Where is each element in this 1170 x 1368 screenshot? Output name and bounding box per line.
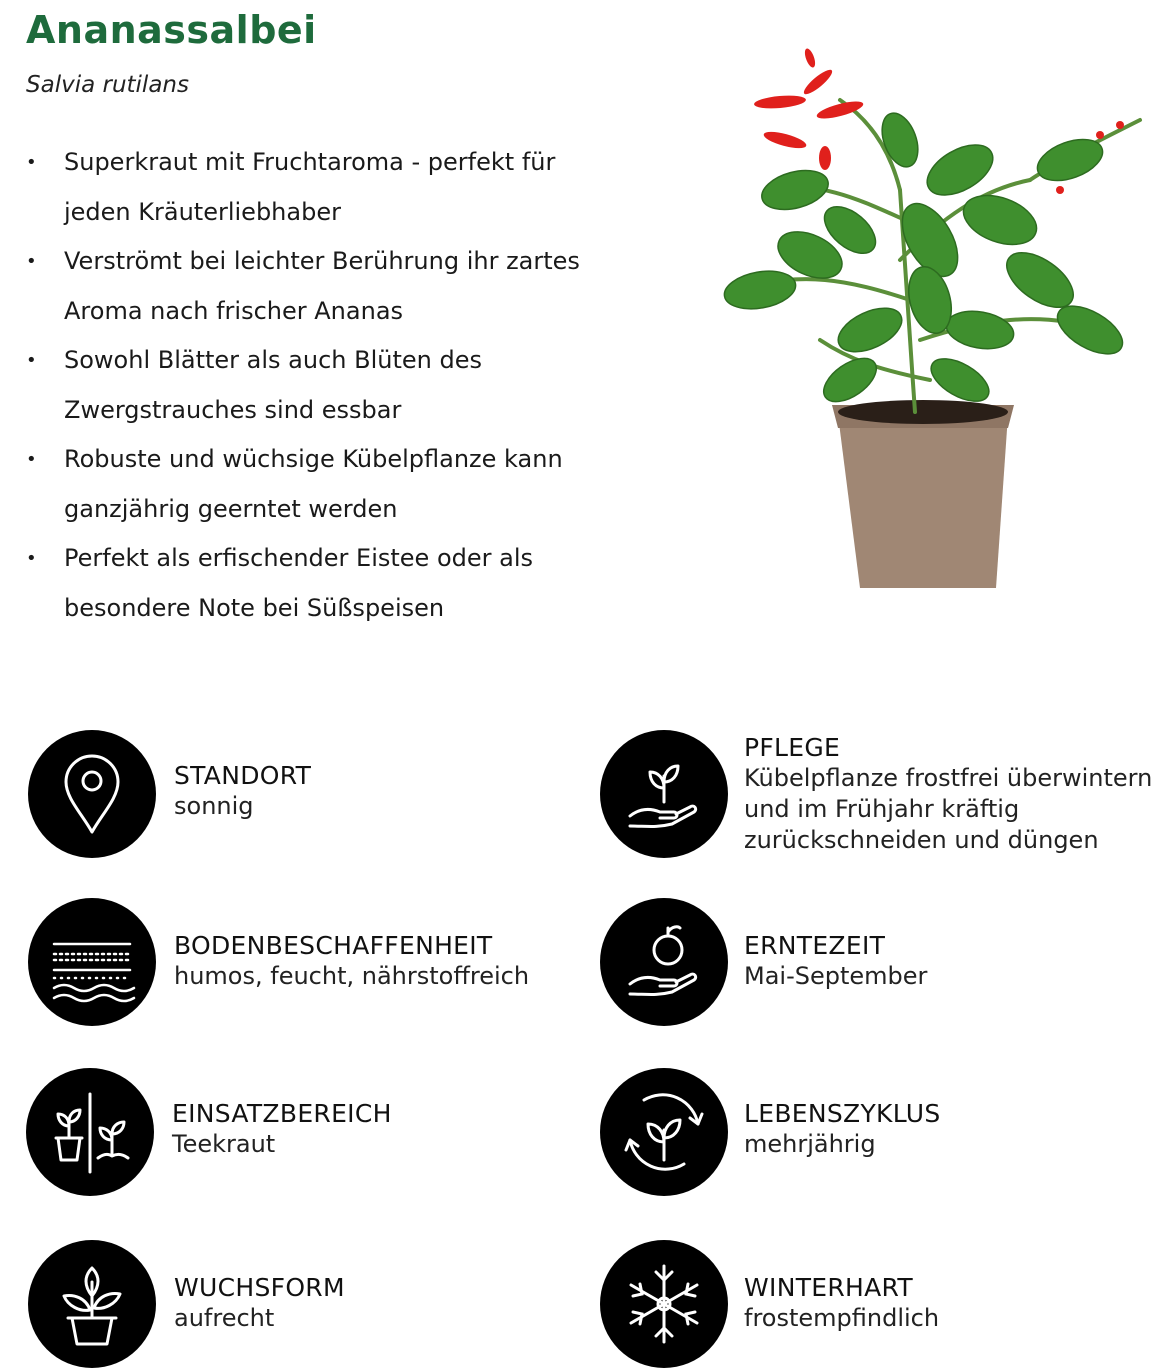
feature-winterhart bbox=[600, 1240, 939, 1368]
bullet-text: Aroma nach frischer Ananas bbox=[64, 296, 404, 325]
pot-and-bed-icon bbox=[26, 1068, 154, 1196]
bullet-text: ganzjährig geerntet werden bbox=[64, 494, 398, 523]
feature-label: PFLEGE bbox=[744, 733, 841, 762]
feature-lebenszyklus bbox=[600, 1068, 940, 1196]
soil-layers-icon bbox=[28, 898, 156, 1026]
potted-plant-icon bbox=[28, 1240, 156, 1368]
location-pin-icon bbox=[28, 730, 156, 858]
feature-value: humos, feucht, nährstoffreich bbox=[174, 962, 530, 990]
bullet-text: Superkraut mit Fruchtaroma - perfekt für bbox=[64, 148, 556, 176]
seedling-hand-icon bbox=[600, 730, 728, 858]
feature-value: zurückschneiden und düngen bbox=[744, 826, 1099, 854]
bullet-text: Zwergstrauches sind essbar bbox=[64, 395, 402, 424]
bullet-item bbox=[26, 435, 626, 534]
feature-label: BODENBESCHAFFENHEIT bbox=[174, 931, 493, 960]
feature-value: Teekraut bbox=[172, 1130, 276, 1158]
feature-label: WUCHSFORM bbox=[174, 1273, 345, 1302]
bullet-text: Verströmt bei leichter Berührung ihr zartes bbox=[64, 247, 580, 275]
bullet-dot: • bbox=[26, 251, 37, 272]
bullet-text: besondere Note bei Süßspeisen bbox=[64, 593, 445, 622]
feature-value: mehrjährig bbox=[744, 1130, 876, 1158]
feature-value: Mai-September bbox=[744, 962, 928, 990]
feature-pflege bbox=[600, 730, 1152, 858]
feature-value: aufrecht bbox=[174, 1304, 275, 1332]
plant-image bbox=[700, 40, 1160, 610]
feature-bodenbeschaffenheit bbox=[28, 898, 529, 1026]
bullet-dot: • bbox=[26, 350, 37, 371]
botanical-name: Salvia rutilans bbox=[26, 72, 189, 98]
bullet-text: Sowohl Blätter als auch Blüten des bbox=[64, 346, 482, 374]
feature-wuchsform bbox=[28, 1240, 345, 1368]
feature-value: und im Frühjahr kräftig bbox=[744, 795, 1020, 823]
feature-value: sonnig bbox=[174, 792, 254, 820]
feature-label: WINTERHART bbox=[744, 1273, 913, 1302]
bullet-item bbox=[26, 237, 626, 336]
life-cycle-icon bbox=[600, 1068, 728, 1196]
bullet-item bbox=[26, 534, 626, 633]
snowflake-icon bbox=[600, 1240, 728, 1368]
bullet-dot: • bbox=[26, 449, 37, 470]
feature-erntezeit bbox=[600, 898, 927, 1026]
feature-bullet-list bbox=[26, 138, 626, 633]
feature-standort bbox=[28, 730, 311, 858]
bullet-dot: • bbox=[26, 548, 37, 569]
feature-value: Kübelpflanze frostfrei überwintern bbox=[744, 764, 1153, 792]
bullet-item bbox=[26, 336, 626, 435]
bullet-text: Robuste und wüchsige Kübelpflanze kann bbox=[64, 445, 563, 473]
feature-value: frostempfindlich bbox=[744, 1304, 940, 1332]
bullet-item bbox=[26, 138, 626, 237]
feature-label: EINSATZBEREICH bbox=[172, 1099, 392, 1128]
bullet-text: jeden Kräuterliebhaber bbox=[64, 197, 341, 226]
product-title: Ananassalbei bbox=[26, 8, 317, 52]
bullet-dot: • bbox=[26, 152, 37, 173]
feature-label: ERNTEZEIT bbox=[744, 931, 886, 960]
feature-label: STANDORT bbox=[174, 761, 312, 790]
feature-einsatzbereich bbox=[26, 1068, 392, 1196]
feature-label: LEBENSZYKLUS bbox=[744, 1099, 941, 1128]
fruit-hand-icon bbox=[600, 898, 728, 1026]
bullet-text: Perfekt als erfischender Eistee oder als bbox=[64, 544, 534, 572]
